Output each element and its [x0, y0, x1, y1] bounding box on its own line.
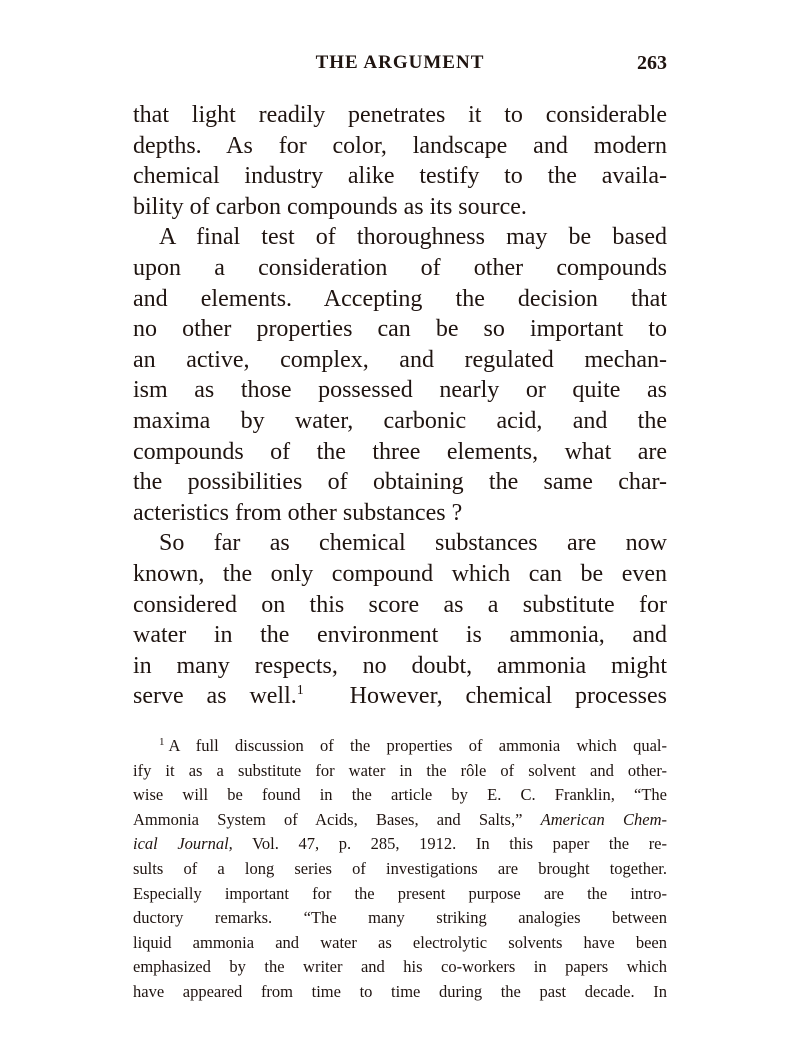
book-page: [133, 0, 667, 1050]
footnote-line: liquid ammonia and water as electrolytic solvents have been: [133, 932, 667, 952]
footnote-number: 1: [159, 735, 165, 748]
running-head: [133, 52, 667, 82]
footnote-line: [133, 808, 667, 833]
text-line: depths. As for color, landscape and modern: [133, 132, 667, 159]
footnote-line: [133, 734, 667, 759]
text-line: in many respects, no doubt, ammonia might: [133, 652, 667, 679]
text-line: bility of carbon compounds as its source.: [133, 193, 527, 220]
footnote-line: ify it as a substitute for water in the rôle of solvent and other-: [133, 760, 667, 780]
text-line: ism as those possessed nearly or quite as: [133, 377, 667, 404]
footnote-line: Especially important for the present purpose are the intro-: [133, 883, 667, 903]
text-line: acteristics from other substances ?: [133, 499, 463, 526]
text-run: Ammonia System of Acids, Bases, and Salts,”: [133, 809, 523, 829]
footnote-line: emphasized by the writer and his co-workers in papers which: [133, 957, 667, 977]
body-text: [133, 100, 667, 712]
text-line: that light readily penetrates it to considerable: [133, 102, 667, 128]
text-run: Vol. 47, p. 285, 1912. In this paper the re-: [252, 834, 668, 854]
journal-title: ical Journal,: [133, 834, 233, 854]
footnote-line: [133, 832, 667, 857]
text-line: [133, 681, 667, 712]
text-line: chemical industry alike testify to the availa-: [133, 163, 667, 190]
text-line: A final test of thoroughness may be based: [159, 224, 667, 251]
footnote-reference: 1: [296, 683, 304, 699]
text-run: serve as well.: [133, 683, 297, 710]
footnote-line: have appeared from time to time during the past decade. In: [133, 981, 667, 1001]
text-line: So far as chemical substances are now: [159, 530, 667, 557]
text-line: an active, complex, and regulated mechan-: [133, 346, 667, 373]
footnote-line: sults of a long series of investigations are brought together.: [133, 858, 667, 878]
text-run: However, chemical processes: [349, 683, 668, 710]
footnote-line: wise will be found in the article by E. C. Franklin, “The: [133, 785, 667, 805]
journal-title: American Chem-: [540, 809, 667, 829]
page-number: 263: [637, 52, 667, 74]
text-line: water in the environment is ammonia, and: [133, 622, 667, 649]
text-line: considered on this score as a substitute for: [133, 591, 667, 618]
text-line: known, the only compound which can be even: [133, 560, 667, 587]
text-line: and elements. Accepting the decision that: [133, 285, 667, 312]
text-run: A full discussion of the properties of ammonia which qual-: [168, 736, 667, 755]
text-line: no other properties can be so important to: [133, 316, 667, 343]
text-line: upon a consideration of other compounds: [133, 254, 667, 281]
running-title: THE ARGUMENT: [315, 52, 485, 73]
text-line: maxima by water, carbonic acid, and the: [133, 407, 667, 434]
text-line: compounds of the three elements, what are: [133, 438, 667, 465]
text-line: the possibilities of obtaining the same char-: [133, 469, 667, 496]
footnote-line: ductory remarks. “The many striking analogies between: [133, 908, 667, 928]
footnote: [133, 734, 667, 1005]
